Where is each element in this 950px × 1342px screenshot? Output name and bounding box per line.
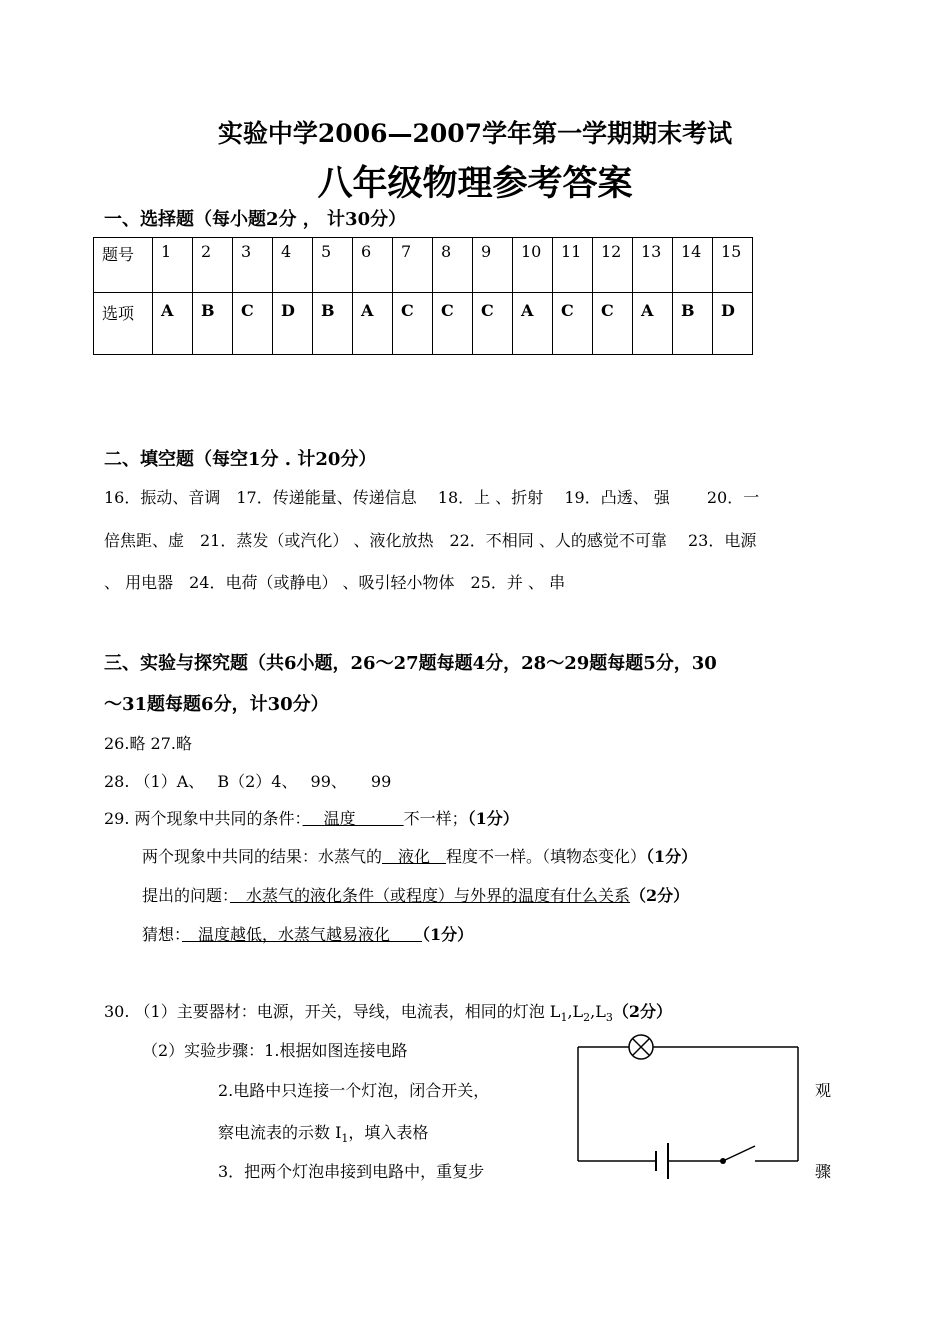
answer-cell: C: [393, 293, 433, 355]
section2-line3: 、 用电器 24．电荷（或静电） 、吸引轻小物体 25．并 、 串: [104, 573, 566, 592]
subscript: 3: [605, 1011, 613, 1025]
answer-table: [93, 237, 753, 355]
question-number: 9: [473, 238, 513, 293]
score-label: （1分）: [467, 809, 519, 828]
q30-step2-suffix: ，填入表格: [348, 1123, 429, 1142]
question-number: 14: [673, 238, 713, 293]
battery-icon: [656, 1143, 668, 1179]
switch-icon: [723, 1146, 755, 1161]
question-number: 3: [233, 238, 273, 293]
q30-materials-sep: ,L: [567, 1002, 584, 1021]
q29-question-answer: 水蒸气的液化条件（或程度）与外界的温度有什么关系: [230, 886, 631, 905]
circuit-diagram: [560, 1030, 810, 1180]
q26-27-answer: 26.略 27.略: [104, 734, 192, 753]
section3-heading-line2: ～31题每题6分，计30分）: [104, 694, 329, 715]
question-number: 13: [633, 238, 673, 293]
q29-condition-suffix: 不一样；: [403, 809, 468, 828]
subscript: 2: [583, 1011, 591, 1025]
question-number: 5: [313, 238, 353, 293]
q30-materials-text: 30. （1）主要器材：电源，开关，导线，电流表，相同的灯泡 L: [104, 1002, 561, 1021]
question-number: 15: [713, 238, 753, 293]
switch-pivot: [720, 1158, 726, 1164]
q30-step2-text: 察电流表的示数 I: [218, 1123, 342, 1142]
section1-heading: 一、选择题（每小题2分 ， 计30分）: [104, 209, 407, 230]
score-label: （2分）: [612, 1002, 673, 1021]
question-number: 1: [153, 238, 193, 293]
answer-cell: D: [713, 293, 753, 355]
q28-answer: 28. （1）A、 B（2）4、 99、 99: [104, 772, 392, 791]
question-number: 12: [593, 238, 633, 293]
answer-cell: B: [193, 293, 233, 355]
answer-cell: C: [233, 293, 273, 355]
row-label-answer: 选项: [94, 293, 153, 355]
subscript: 1: [341, 1132, 349, 1146]
q29-result-suffix: 程度不一样。（填物态变化）: [446, 847, 647, 866]
answer-cell: A: [633, 293, 673, 355]
answer-cell: A: [353, 293, 393, 355]
score-label: （2分）: [630, 886, 690, 905]
section2-line2: 倍焦距、虚 21．蒸发（或汽化） 、液化放热 22．不相同 、人的感觉不可靠 23．电源: [104, 531, 757, 550]
q29-question-prefix: 提出的问题：: [142, 886, 231, 905]
question-number: 10: [513, 238, 553, 293]
question-number: 8: [433, 238, 473, 293]
q30-steps-heading: （2）实验步骤：1.根据如图连接电路: [142, 1041, 408, 1060]
question-number: 2: [193, 238, 233, 293]
q29-condition-prefix: 29. 两个现象中共同的条件：: [104, 809, 303, 828]
q29-result-prefix: 两个现象中共同的结果：水蒸气的: [142, 847, 383, 866]
question-number: 6: [353, 238, 393, 293]
q30-materials-sep: ,L: [590, 1002, 606, 1021]
q30-step2: 2.电路中只连接一个灯泡，闭合开关，: [218, 1081, 490, 1100]
answer-cell: C: [593, 293, 633, 355]
answer-cell: C: [433, 293, 473, 355]
answer-cell: B: [673, 293, 713, 355]
subscript: 1: [560, 1011, 568, 1025]
q29-result-answer: 液化: [382, 847, 447, 866]
section2-heading: 二、填空题（每空1分 . 计20分）: [104, 449, 377, 470]
q29-condition: [104, 806, 519, 829]
answer-cell: C: [473, 293, 513, 355]
q30-step3: 3．把两个灯泡串接到电路中，重复步: [218, 1162, 485, 1181]
side-word: 骤: [815, 1162, 832, 1181]
section3-heading-line1: 三、实验与探究题（共6小题，26～27题每题4分，28～29题每题5分，30: [104, 653, 717, 674]
question-number: 7: [393, 238, 433, 293]
side-word: 观: [815, 1081, 832, 1100]
q29-question: [142, 883, 689, 906]
title-line1: 实验中学2006—2007学年第一学期期末考试: [217, 119, 733, 148]
q29-hypothesis-prefix: 猜想：: [142, 925, 183, 944]
row-label-number: 题号: [94, 238, 153, 293]
q30-materials: [104, 999, 672, 1024]
q30-step2-cont: [218, 1120, 428, 1145]
answer-cell: D: [273, 293, 313, 355]
q29-result: [142, 844, 697, 867]
question-number: 4: [273, 238, 313, 293]
score-label: （1分）: [646, 847, 698, 866]
score-label: （1分）: [422, 925, 474, 944]
answer-cell: A: [513, 293, 553, 355]
question-number: 11: [553, 238, 593, 293]
title-line2: 八年级物理参考答案: [317, 163, 633, 204]
q29-hypothesis-answer: 温度越低，水蒸气越易液化: [182, 925, 423, 944]
answer-cell: A: [153, 293, 193, 355]
q29-hypothesis: [142, 922, 473, 945]
section2-line1: 16．振动、音调 17．传递能量、传递信息 18．上 、折射 19．凸透、 强 20．一: [104, 488, 760, 507]
answer-cell: B: [313, 293, 353, 355]
q29-condition-answer: 温度: [302, 809, 404, 828]
lamp-icon: [629, 1035, 653, 1059]
answer-cell: C: [553, 293, 593, 355]
